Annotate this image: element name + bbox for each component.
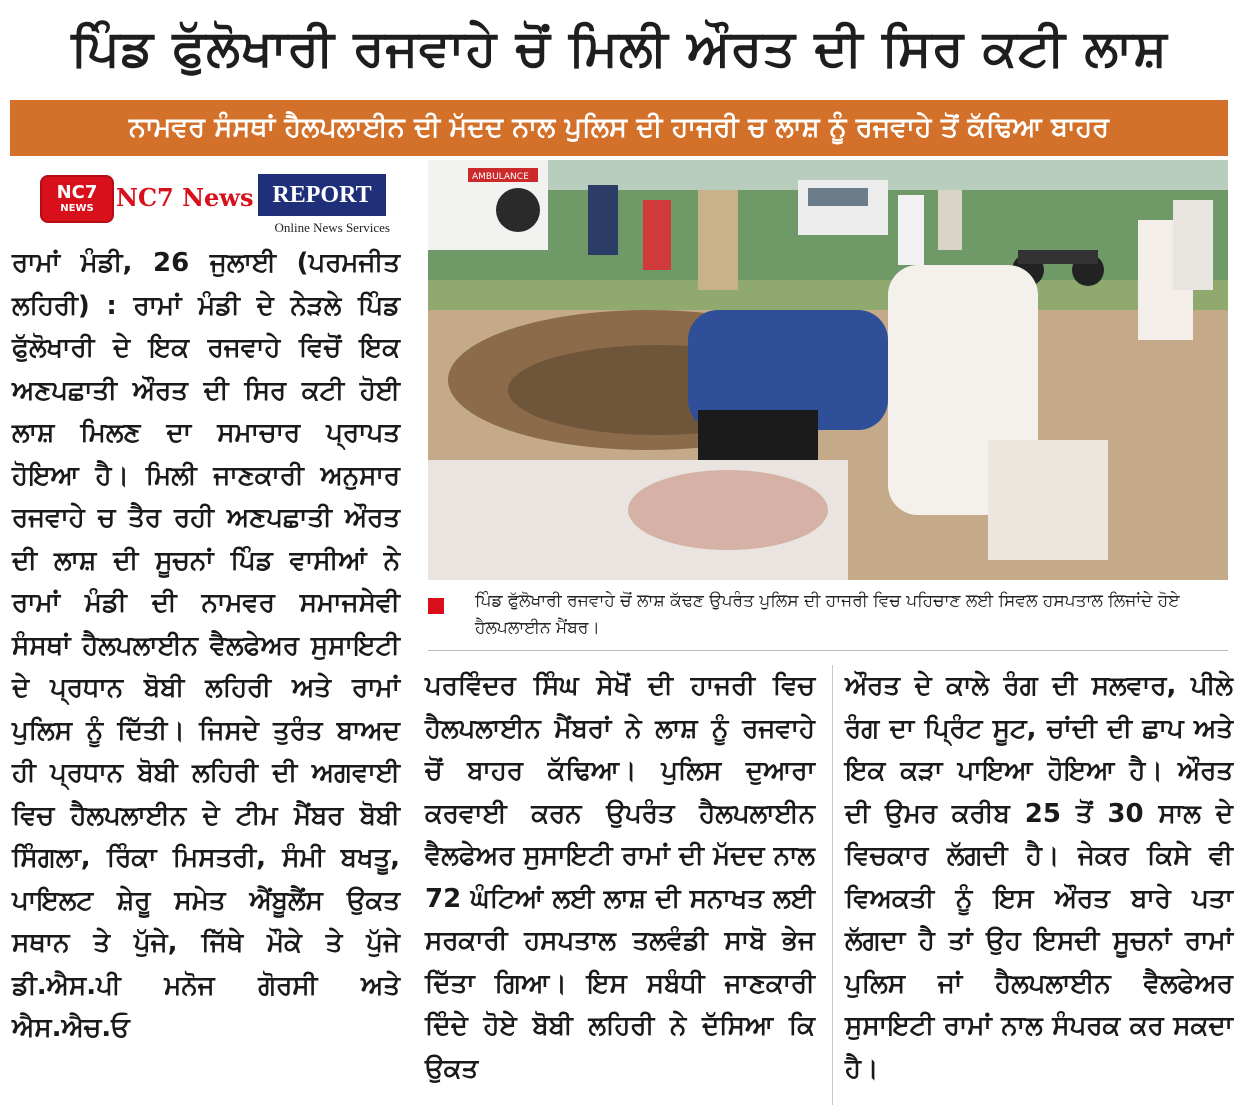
brand-name: NC7 News — [116, 182, 254, 212]
photo-caption: ਪਿੰਡ ਫੁੱਲੋਖਾਰੀ ਰਜਵਾਹੇ ਚੋਂ ਲਾਸ਼ ਕੱਢਣ ਉਪਰੰਤ ਪੁਲਿਸ ਦੀ ਹਾਜਰੀ ਵਿਚ ਪਹਿਚਾਣ ਲਈ ਸਿਵਲ ਹਸਪਤਾਲ ਲਿਜਾਂਦੇ ਹੋਏ ਹੈਲਪਲਾਈਨ ਮੈਂਬਰ। — [475, 591, 1180, 638]
article-column-3: ਔਰਤ ਦੇ ਕਾਲੇ ਰੰਗ ਦੀ ਸਲਵਾਰ, ਪੀਲੇ ਰੰਗ ਦਾ ਪ੍ਰਿੰਟ ਸੂਟ, ਚਾਂਦੀ ਦੀ ਛਾਪ ਅਤੇ ਇਕ ਕੜਾ ਪਾਇਆ ਹੋਇਆ ਹੈ। ਔਰਤ ਦੀ ਉਮਰ ਕਰੀਬ 25 ਤੋਂ 30 ਸਾਲ ਦੇ ਵਿਚਕਾਰ ਲੱਗਦੀ ਹੈ। ਜੇਕਰ ਕਿਸੇ ਵੀ ਵਿਅਕਤੀ ਨੂੰ ਇਸ ਔਰਤ ਬਾਰੇ ਪਤਾ ਲੱਗਦਾ ਹੈ ਤਾਂ ਉਹ ਇਸਦੀ ਸੂਚਨਾਂ ਰਾਮਾਂ ਪੁਲਿਸ ਜਾਂ ਹੈਲਪਲਾਈਨ ਵੈਲਫੇਅਰ ਸੁਸਾਇਟੀ ਰਾਮਾਂ ਨਾਲ ਸੰਪਰਕ ਕਰ ਸਕਦਾ ਹੈ। — [845, 671, 1233, 1084]
brand-tagline: Online News Services — [274, 220, 390, 235]
column-divider — [832, 665, 833, 1105]
caption-marker — [428, 598, 444, 614]
news-photo-illustration — [428, 160, 1228, 580]
article-column-2: ਪਰਵਿੰਦਰ ਸਿੰਘ ਸੇਖੋਂ ਦੀ ਹਾਜਰੀ ਵਿਚ ਹੈਲਪਲਾਈਨ ਮੈਂਬਰਾਂ ਨੇ ਲਾਸ਼ ਨੂੰ ਰਜਵਾਹੇ ਚੋਂ ਬਾਹਰ ਕੱਢਿਆ। ਪੁਲਿਸ ਦੁਆਰਾ ਕਰਵਾਈ ਕਰਨ ਉਪਰੰਤ ਹੈਲਪਲਾਈਨ ਵੈਲਫੇਅਰ ਸੁਸਾਇਟੀ ਰਾਮਾਂ ਦੀ ਮੱਦਦ ਨਾਲ 72 ਘੰਟਿਆਂ ਲਈ ਲਾਸ਼ ਦੀ ਸਨਾਖਤ ਲਈ ਸਰਕਾਰੀ ਹਸਪਤਾਲ ਤਲਵੰਡੀ ਸਾਬੋ ਭੇਜ ਦਿੱਤਾ ਗਿਆ। ਇਸ ਸਬੰਧੀ ਜਾਣਕਾਰੀ ਦਿੰਦੇ ਹੋਏ ਬੋਬੀ ਲਹਿਰੀ ਨੇ ਦੱਸਿਆ ਕਿ ਉਕਤ — [425, 671, 815, 1084]
brand-report-label: REPORT — [258, 174, 386, 216]
nc7-news-brand — [40, 170, 390, 240]
ambulance-text: AMBULANCE — [472, 172, 529, 182]
logo-subtext: NEWS — [60, 203, 94, 214]
logo-text: NC7 — [56, 182, 98, 203]
article-column-1: ਰਾਮਾਂ ਮੰਡੀ, 26 ਜੁਲਾਈ (ਪਰਮਜੀਤ ਲਹਿਰੀ) : ਰਾਮਾਂ ਮੰਡੀ ਦੇ ਨੇੜਲੇ ਪਿੰਡ ਫੁੱਲੋਖਾਰੀ ਦੇ ਇਕ ਰਜਵਾਹੇ ਵਿਚੋਂ ਇਕ ਅਣਪਛਾਤੀ ਔਰਤ ਦੀ ਸਿਰ ਕਟੀ ਹੋਈ ਲਾਸ਼ ਮਿਲਣ ਦਾ ਸਮਾਚਾਰ ਪ੍ਰਾਪਤ ਹੋਇਆ ਹੈ। ਮਿਲੀ ਜਾਣਕਾਰੀ ਅਨੁਸਾਰ ਰਜਵਾਹੇ ਚ ਤੈਰ ਰਹੀ ਅਣਪਛਾਤੀ ਔਰਤ ਦੀ ਲਾਸ਼ ਦੀ ਸੂਚਨਾਂ ਪਿੰਡ ਵਾਸੀਆਂ ਨੇ ਰਾਮਾਂ ਮੰਡੀ ਦੀ ਨਾਮਵਰ ਸਮਾਜਸੇਵੀ ਸੰਸਥਾਂ ਹੈਲਪਲਾਈਨ ਵੈਲਫੇਅਰ ਸੁਸਾਇਟੀ ਦੇ ਪ੍ਰਧਾਨ ਬੋਬੀ ਲਹਿਰੀ ਅਤੇ ਰਾਮਾਂ ਪੁਲਿਸ ਨੂੰ ਦਿੱਤੀ। ਜਿਸਦੇ ਤੁਰੰਤ ਬਾਅਦ ਹੀ ਪ੍ਰਧਾਨ ਬੋਬੀ ਲਹਿਰੀ ਦੀ ਅਗਵਾਈ ਵਿਚ ਹੈਲਪਲਾਈਨ ਦੇ ਟੀਮ ਮੈਂਬਰ ਬੋਬੀ ਸਿੰਗਲਾ, ਰਿੰਕਾ ਮਿਸਤਰੀ, ਸੰਮੀ ਬਖਤੂ, ਪਾਇਲਟ ਸ਼ੇਰੂ ਸਮੇਤ ਐਂਬੂਲੈਂਸ ਉਕਤ ਸਥਾਨ ਤੇ ਪੁੱਜੇ, ਜਿੱਥੇ ਮੌਕੇ ਤੇ ਪੁੱਜੇ ਡੀ.ਐਸ.ਪੀ ਮਨੋਜ ਗੋਰਸੀ ਅਤੇ ਐਸ.ਐਚ.ਓ — [12, 248, 400, 1043]
news-photo — [428, 160, 1228, 580]
caption-divider — [428, 650, 1228, 651]
nc7-logo-icon — [40, 175, 114, 223]
headline: ਪਿੰਡ ਫੁੱਲੋਖਾਰੀ ਰਜਵਾਹੇ ਚੋਂ ਮਿਲੀ ਔਰਤ ਦੀ ਸਿਰ ਕਟੀ ਲਾਸ਼ — [71, 18, 1168, 77]
subheadline-banner: ਨਾਮਵਰ ਸੰਸਥਾਂ ਹੈਲਪਲਾਈਨ ਦੀ ਮੱਦਦ ਨਾਲ ਪੁਲਿਸ ਦੀ ਹਾਜਰੀ ਚ ਲਾਸ਼ ਨੂੰ ਰਜਵਾਹੇ ਤੋਂ ਕੱਢਿਆ ਬਾਹਰ — [10, 100, 1228, 156]
